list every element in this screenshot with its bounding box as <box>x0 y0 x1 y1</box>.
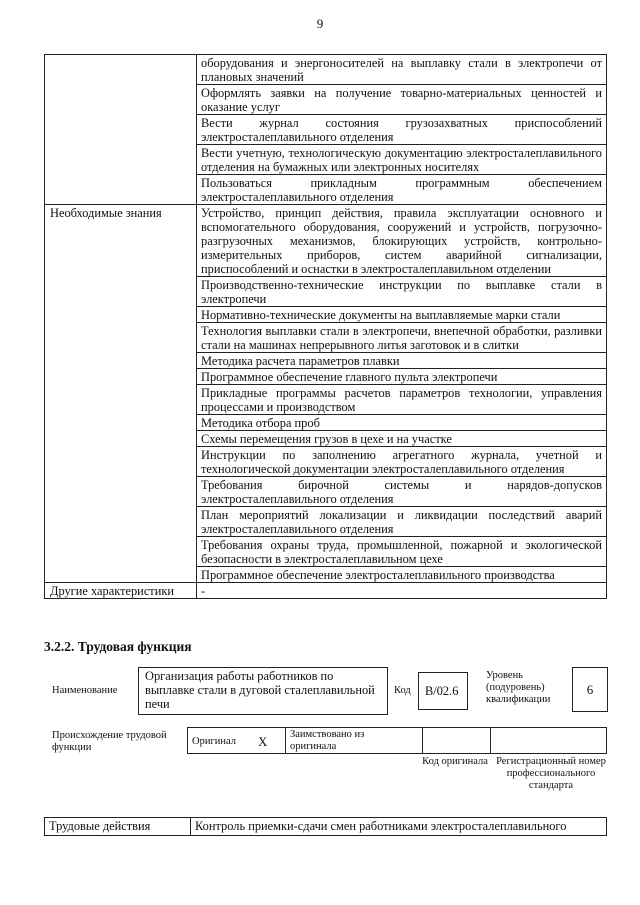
level-label: Уровень (подуровень) квалификации <box>486 670 551 705</box>
code-caption: Код оригинала <box>422 756 488 767</box>
knowledge-item: Схемы перемещения грузов в цехе и на участке <box>197 431 607 447</box>
skill-item: Вести журнал состояния грузозахватных приспособлений электросталеплавильного отделения <box>197 115 607 145</box>
page-number: 9 <box>316 16 324 31</box>
original-label: Оригинал <box>192 736 236 747</box>
table-row <box>45 55 607 85</box>
skill-item: Оформлять заявки на получение товарно-материальных ценностей и оказание услуг <box>197 85 607 115</box>
origin-box <box>187 727 607 754</box>
knowledge-item: Прикладные программы расчетов параметров технологии, управления процессами и производством <box>197 385 607 415</box>
knowledge-item: Программное обеспечение главного пульта электропечи <box>197 369 607 385</box>
knowledge-item: Методика расчета параметров плавки <box>197 353 607 369</box>
other-characteristics-value: - <box>197 583 607 599</box>
table-row <box>45 583 607 599</box>
divider <box>490 728 491 753</box>
knowledge-item: Технология выплавки стали в электропечи, внепечной обработки, разливки стали на машинах непрерывного литья заготовок и в слитки <box>197 323 607 353</box>
knowledge-item: Программное обеспечение электросталеплавильного производства <box>197 567 607 583</box>
knowledge-item: Производственно-технические инструкции по выплавке стали в электропечи <box>197 277 607 307</box>
table-row <box>45 205 607 277</box>
divider <box>422 728 423 753</box>
requirements-table <box>44 54 607 599</box>
original-mark: X <box>258 734 268 749</box>
divider <box>285 728 286 753</box>
reg-number-caption: Регистрационный номер профессионального стандарта <box>496 756 606 791</box>
labor-actions-table <box>44 817 607 836</box>
knowledge-item: Инструкции по заполнению агрегатного журнала, учетной и технологической документации электросталеплавильного отделения <box>197 447 607 477</box>
borrowed-label: Заимствовано из оригинала <box>290 729 365 752</box>
other-characteristics-label: Другие характеристики <box>45 583 197 599</box>
labor-action-item: Контроль приемки-сдачи смен работниками электросталеплавильного <box>191 818 607 836</box>
knowledge-item: Требования бирочной системы и нарядов-допусков электросталеплавильного отделения <box>197 477 607 507</box>
knowledge-item: Устройство, принцип действия, правила эксплуатации основного и вспомогательного оборудования, сооружений и устройств, погрузочно-разгрузочных механизмов, блокирующих устройств, контрольно-измерительных приборов, систем аварийной сигнализации, приспособлений и оснастки в электросталеплавильном отделении <box>197 205 607 277</box>
origin-label: Происхождение трудовой функции <box>52 730 167 753</box>
skill-item: оборудования и энергоносителей на выплавку стали в электропечи от плановых значений <box>197 55 607 85</box>
skill-item: Пользоваться прикладным программным обеспечением электросталеплавильного отделения <box>197 175 607 205</box>
section-heading: 3.2.2. Трудовая функция <box>44 639 192 654</box>
skills-label-cell <box>45 55 197 205</box>
table-row <box>45 818 607 836</box>
level-value: 6 <box>572 667 608 712</box>
skill-item: Вести учетную, технологическую документацию электросталеплавильного отделения на бумажных или электронных носителях <box>197 145 607 175</box>
knowledge-item: План мероприятий локализации и ликвидации последствий аварий электросталеплавильного отделения <box>197 507 607 537</box>
knowledge-item: Нормативно-технические документы на выплавляемые марки стали <box>197 307 607 323</box>
code-value: В/02.6 <box>418 672 468 710</box>
knowledge-label: Необходимые знания <box>45 205 197 583</box>
knowledge-item: Методика отбора проб <box>197 415 607 431</box>
name-label: Наименование <box>52 685 118 696</box>
labor-actions-label: Трудовые действия <box>45 818 191 836</box>
knowledge-item: Требования охраны труда, промышленной, пожарной и экологической безопасности в электросталеплавильном цехе <box>197 537 607 567</box>
function-name-value: Организация работы работников по выплавке стали в дуговой сталеплавильной печи <box>138 667 388 715</box>
code-label: Код <box>394 685 411 696</box>
